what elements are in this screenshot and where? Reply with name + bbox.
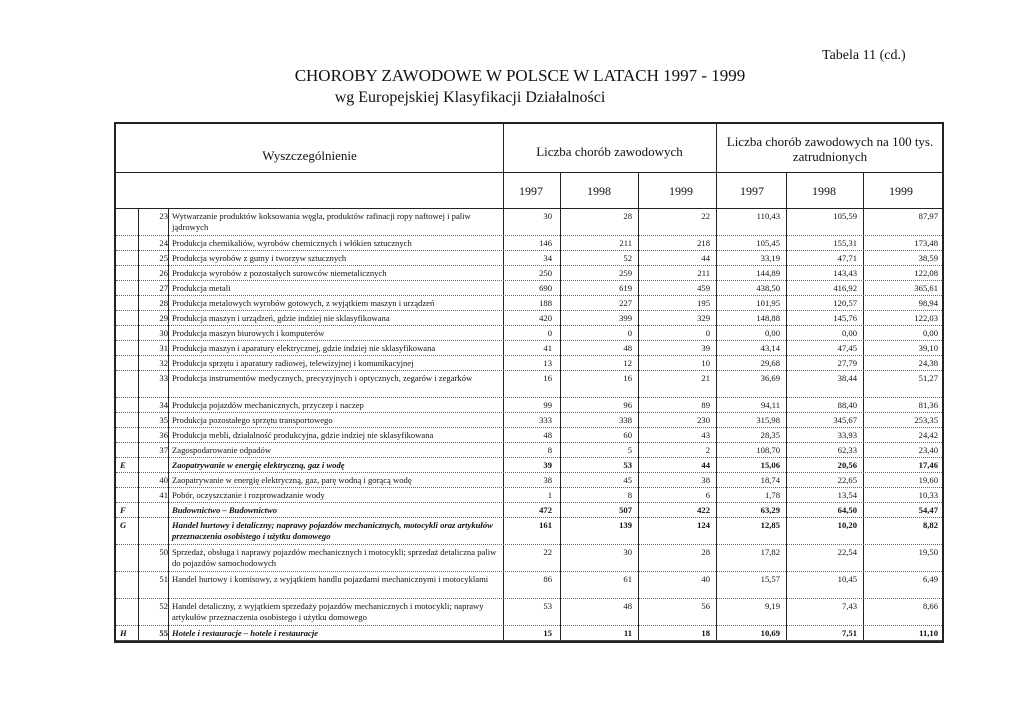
row-value-2: 507 — [619, 505, 632, 515]
header-group-rate: Liczba chorób zawodowych na 100 tys. zatrudnionych — [726, 134, 934, 164]
row-value-4: 94,11 — [760, 400, 780, 410]
row-value-1: 53 — [543, 601, 552, 611]
row-value-3: 40 — [701, 574, 710, 584]
row-description: Produkcja maszyn i aparatury elektrycznej, gdzie indziej nie sklasyfikowana — [172, 343, 436, 353]
row-value-2: 619 — [619, 283, 632, 293]
row-description: Produkcja instrumentów medycznych, precyzyjnych i optycznych, zegarów i zegarków — [172, 373, 473, 383]
row-value-4: 105,45 — [756, 238, 780, 248]
row-value-2: 399 — [619, 313, 632, 323]
table-row — [116, 473, 942, 488]
row-division-number: 55 — [159, 628, 168, 638]
row-description: Zaopatrywanie w energię elektryczną, gaz i wodę — [172, 460, 345, 470]
row-value-3: 21 — [701, 373, 710, 383]
row-value-5: 7,51 — [841, 628, 857, 638]
row-value-4: 15,06 — [760, 460, 780, 470]
row-division-number: 35 — [159, 415, 168, 425]
row-description: Hotele i restauracje – hotele i restauracje — [172, 628, 319, 638]
row-value-3: 218 — [697, 238, 710, 248]
row-value-1: 34 — [543, 253, 552, 263]
year-6: 1999 — [889, 184, 913, 198]
row-description: Handel hurtowy i detaliczny; naprawy pojazdów mechanicznych, motocykli oraz artykułów przeznaczenia osobistego i użytku domowego — [172, 520, 493, 541]
row-division-number: 50 — [159, 547, 168, 557]
row-value-6: 19,60 — [918, 475, 938, 485]
row-value-6: 98,94 — [918, 298, 938, 308]
row-value-5: 47,71 — [837, 253, 857, 263]
year-2: 1998 — [587, 184, 611, 198]
row-value-4: 33,19 — [760, 253, 780, 263]
row-value-1: 41 — [543, 343, 552, 353]
row-value-1: 99 — [543, 400, 552, 410]
row-value-2: 5 — [627, 445, 632, 455]
row-value-1: 472 — [539, 505, 552, 515]
row-value-1: 420 — [539, 313, 552, 323]
row-value-4: 1,78 — [764, 490, 780, 500]
row-value-1: 30 — [543, 211, 552, 221]
row-value-3: 230 — [697, 415, 710, 425]
row-value-1: 0 — [547, 328, 552, 338]
row-value-2: 53 — [623, 460, 632, 470]
row-value-3: 44 — [701, 460, 710, 470]
row-description: Produkcja metali — [172, 283, 231, 293]
row-description: Produkcja sprzętu i aparatury radiowej, telewizyjnej i komunikacyjnej — [172, 358, 414, 368]
row-value-6: 17,46 — [918, 460, 938, 470]
row-description: Produkcja chemikaliów, wyrobów chemicznych i włókien sztucznych — [172, 238, 412, 248]
row-value-5: 120,57 — [833, 298, 857, 308]
table-row — [116, 545, 942, 572]
row-value-1: 22 — [543, 547, 552, 557]
row-value-1: 15 — [543, 628, 552, 638]
row-description: Wytwarzanie produktów koksowania węgla, produktów rafinacji ropy naftowej i paliw jądrowych — [172, 211, 471, 232]
row-value-5: 345,67 — [833, 415, 857, 425]
row-value-5: 64,50 — [837, 505, 857, 515]
year-3: 1999 — [669, 184, 693, 198]
row-value-6: 8,66 — [922, 601, 938, 611]
row-value-1: 48 — [543, 430, 552, 440]
row-value-6: 6,49 — [922, 574, 938, 584]
row-value-6: 39,10 — [918, 343, 938, 353]
row-value-5: 33,93 — [837, 430, 857, 440]
row-value-4: 10,69 — [760, 628, 780, 638]
table-row — [116, 326, 942, 341]
row-description: Produkcja pojazdów mechanicznych, przyczep i naczep — [172, 400, 364, 410]
table-row — [116, 458, 942, 473]
row-value-1: 16 — [543, 373, 552, 383]
row-division-number: 51 — [159, 574, 168, 584]
row-value-5: 38,44 — [837, 373, 857, 383]
row-value-1: 86 — [543, 574, 552, 584]
table-row — [116, 413, 942, 428]
row-description: Handel hurtowy i komisowy, z wyjątkiem handlu pojazdami mechanicznymi i motocyklami — [172, 574, 489, 584]
table-row — [116, 371, 942, 398]
table-row — [116, 443, 942, 458]
row-division-number: 34 — [159, 400, 168, 410]
row-value-6: 19,50 — [918, 547, 938, 557]
row-value-4: 28,35 — [760, 430, 780, 440]
row-description: Sprzedaż, obsługa i naprawy pojazdów mechanicznych i motocykli; sprzedaż detaliczna paliw do pojazdów samochodowych — [172, 547, 497, 568]
table-row — [116, 398, 942, 413]
row-value-6: 11,10 — [919, 628, 938, 638]
row-value-3: 56 — [701, 601, 710, 611]
row-division-number: 23 — [159, 211, 168, 221]
table-body — [116, 209, 942, 641]
row-value-4: 0,00 — [764, 328, 780, 338]
row-value-2: 259 — [619, 268, 632, 278]
row-section-code: E — [120, 460, 126, 470]
row-value-3: 6 — [705, 490, 710, 500]
row-value-4: 108,70 — [756, 445, 780, 455]
table-row — [116, 341, 942, 356]
row-description: Pobór, oczyszczanie i rozprowadzanie wody — [172, 490, 325, 500]
row-value-5: 145,76 — [833, 313, 857, 323]
row-value-2: 45 — [623, 475, 632, 485]
row-value-4: 17,82 — [760, 547, 780, 557]
row-value-3: 211 — [697, 268, 710, 278]
row-value-2: 52 — [623, 253, 632, 263]
row-division-number: 27 — [159, 283, 168, 293]
row-value-2: 16 — [623, 373, 632, 383]
row-description: Budownictwo – Budownictwo — [172, 505, 278, 515]
row-value-2: 61 — [623, 574, 632, 584]
row-value-5: 105,59 — [833, 211, 857, 221]
row-value-5: 10,20 — [837, 520, 857, 530]
row-value-3: 2 — [705, 445, 710, 455]
row-value-5: 0,00 — [841, 328, 857, 338]
row-value-6: 23,40 — [918, 445, 938, 455]
row-section-code: G — [120, 520, 127, 530]
row-value-4: 9,19 — [764, 601, 780, 611]
row-value-5: 7,43 — [841, 601, 857, 611]
row-value-5: 22,65 — [837, 475, 857, 485]
row-division-number: 37 — [159, 445, 168, 455]
row-division-number: 29 — [159, 313, 168, 323]
row-value-3: 124 — [697, 520, 710, 530]
row-value-6: 24,38 — [918, 358, 938, 368]
row-value-6: 87,97 — [918, 211, 938, 221]
row-value-6: 122,08 — [914, 268, 938, 278]
row-value-4: 101,95 — [756, 298, 780, 308]
row-value-4: 36,69 — [760, 373, 780, 383]
table-row — [116, 296, 942, 311]
row-description: Produkcja wyrobów z gumy i tworzyw sztucznych — [172, 253, 347, 263]
row-value-1: 250 — [539, 268, 552, 278]
row-division-number: 40 — [159, 475, 168, 485]
row-value-1: 188 — [539, 298, 552, 308]
row-division-number: 24 — [159, 238, 168, 248]
header-wyszczegolnienie: Wyszczególnienie — [262, 148, 357, 163]
row-value-6: 8,82 — [922, 520, 938, 530]
row-value-4: 29,68 — [760, 358, 780, 368]
row-description: Zaopatrywanie w energię elektryczną, gaz, parę wodną i gorącą wodę — [172, 475, 412, 485]
year-1: 1997 — [519, 184, 543, 198]
table-row — [116, 209, 942, 236]
row-value-3: 459 — [697, 283, 710, 293]
row-value-3: 195 — [697, 298, 710, 308]
row-division-number: 52 — [159, 601, 168, 611]
row-value-5: 416,92 — [833, 283, 857, 293]
row-value-2: 96 — [623, 400, 632, 410]
row-value-2: 11 — [623, 628, 632, 638]
row-value-6: 365,61 — [914, 283, 938, 293]
row-value-4: 438,50 — [756, 283, 780, 293]
table-row — [116, 599, 942, 626]
table-row — [116, 626, 942, 641]
row-division-number: 25 — [159, 253, 168, 263]
row-value-5: 10,45 — [837, 574, 857, 584]
row-value-2: 48 — [623, 343, 632, 353]
row-value-4: 12,85 — [760, 520, 780, 530]
row-value-1: 146 — [539, 238, 552, 248]
row-value-3: 28 — [701, 547, 710, 557]
table-row — [116, 428, 942, 443]
row-value-1: 333 — [539, 415, 552, 425]
row-value-2: 12 — [623, 358, 632, 368]
row-value-6: 10,33 — [918, 490, 938, 500]
row-value-4: 148,88 — [756, 313, 780, 323]
table-row — [116, 518, 942, 545]
table-row — [116, 236, 942, 251]
row-value-6: 253,35 — [914, 415, 938, 425]
row-value-6: 0,00 — [922, 328, 938, 338]
page-title: CHOROBY ZAWODOWE W POLSCE W LATACH 1997 - 1999 — [294, 66, 746, 85]
table-row — [116, 266, 942, 281]
row-value-5: 143,43 — [833, 268, 857, 278]
row-value-4: 18,74 — [760, 475, 780, 485]
row-description: Handel detaliczny, z wyjątkiem sprzedaży pojazdów mechanicznych i motocykli; naprawy artykułów przeznaczenia osobistego i użytku domowego — [172, 601, 484, 622]
row-value-4: 144,89 — [756, 268, 780, 278]
table-row — [116, 503, 942, 518]
row-value-6: 81,36 — [918, 400, 938, 410]
table-row — [116, 251, 942, 266]
row-value-5: 13,54 — [837, 490, 857, 500]
row-section-code: H — [120, 628, 127, 638]
row-value-3: 44 — [701, 253, 710, 263]
row-description: Produkcja metalowych wyrobów gotowych, z wyjątkiem maszyn i urządzeń — [172, 298, 435, 308]
row-value-6: 173,48 — [914, 238, 938, 248]
row-division-number: 26 — [159, 268, 168, 278]
row-value-5: 155,31 — [833, 238, 857, 248]
row-value-1: 39 — [543, 460, 552, 470]
row-value-3: 22 — [701, 211, 710, 221]
row-value-5: 20,56 — [837, 460, 857, 470]
row-value-2: 30 — [623, 547, 632, 557]
row-value-6: 38,59 — [918, 253, 938, 263]
row-value-5: 88,40 — [837, 400, 857, 410]
row-value-3: 329 — [697, 313, 710, 323]
row-value-3: 43 — [701, 430, 710, 440]
row-value-4: 110,43 — [756, 211, 780, 221]
row-value-1: 13 — [543, 358, 552, 368]
row-description: Produkcja mebli, działalność produkcyjna, gdzie indziej nie sklasyfikowana — [172, 430, 434, 440]
row-value-6: 122,03 — [914, 313, 938, 323]
row-division-number: 32 — [159, 358, 168, 368]
year-5: 1998 — [812, 184, 836, 198]
row-value-2: 139 — [619, 520, 632, 530]
row-description: Produkcja maszyn i urządzeń, gdzie indziej nie sklasyfikowana — [172, 313, 390, 323]
row-division-number: 41 — [159, 490, 168, 500]
row-value-1: 690 — [539, 283, 552, 293]
table-row — [116, 356, 942, 371]
table-row — [116, 281, 942, 296]
row-division-number: 33 — [159, 373, 168, 383]
page-subtitle: wg Europejskiej Klasyfikacji Działalności — [334, 89, 606, 106]
row-value-2: 60 — [623, 430, 632, 440]
row-value-5: 47,45 — [837, 343, 857, 353]
row-value-6: 24,42 — [918, 430, 938, 440]
row-division-number: 28 — [159, 298, 168, 308]
row-value-1: 161 — [539, 520, 552, 530]
row-value-4: 15,57 — [760, 574, 780, 584]
row-value-6: 54,47 — [918, 505, 938, 515]
row-value-3: 18 — [701, 628, 710, 638]
table-row — [116, 311, 942, 326]
row-division-number: 30 — [159, 328, 168, 338]
row-value-3: 89 — [701, 400, 710, 410]
row-value-3: 39 — [701, 343, 710, 353]
row-description: Produkcja maszyn biurowych i komputerów — [172, 328, 325, 338]
row-value-2: 211 — [619, 238, 632, 248]
table-row — [116, 488, 942, 503]
row-value-2: 8 — [627, 490, 632, 500]
row-division-number: 36 — [159, 430, 168, 440]
year-4: 1997 — [740, 184, 764, 198]
row-value-1: 38 — [543, 475, 552, 485]
row-section-code: F — [120, 505, 126, 515]
row-value-3: 10 — [701, 358, 710, 368]
row-description: Produkcja pozostałego sprzętu transportowego — [172, 415, 333, 425]
row-value-2: 338 — [619, 415, 632, 425]
row-division-number: 31 — [159, 343, 168, 353]
row-value-5: 62,33 — [837, 445, 857, 455]
row-value-5: 27,79 — [837, 358, 857, 368]
row-value-2: 0 — [627, 328, 632, 338]
header-group-count: Liczba chorób zawodowych — [536, 144, 683, 159]
row-value-2: 48 — [623, 601, 632, 611]
table-row — [116, 572, 942, 599]
row-description: Zagospodarowanie odpadów — [172, 445, 272, 455]
row-value-1: 1 — [547, 490, 552, 500]
table-number: Tabela 11 (cd.) — [822, 48, 906, 63]
row-value-3: 0 — [705, 328, 710, 338]
row-value-2: 28 — [623, 211, 632, 221]
row-value-4: 43,14 — [760, 343, 780, 353]
row-description: Produkcja wyrobów z pozostałych surowców niemetalicznych — [172, 268, 387, 278]
row-value-6: 51,27 — [918, 373, 938, 383]
table-header — [116, 124, 942, 209]
row-value-2: 227 — [619, 298, 632, 308]
row-value-5: 22,54 — [837, 547, 857, 557]
row-value-3: 422 — [697, 505, 710, 515]
row-value-4: 315,98 — [756, 415, 780, 425]
row-value-1: 8 — [547, 445, 552, 455]
row-value-4: 63,29 — [760, 505, 780, 515]
row-value-3: 38 — [701, 475, 710, 485]
data-table — [114, 122, 944, 643]
